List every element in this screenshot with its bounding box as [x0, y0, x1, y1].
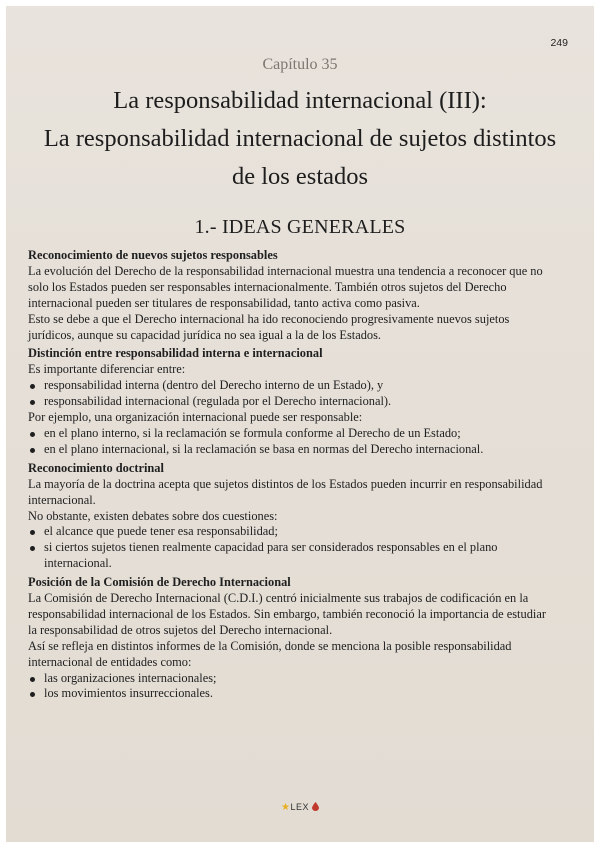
list-item: en el plano interno, si la reclamación se formula conforme al Derecho de un Estado; [28, 426, 548, 442]
list-item: las organizaciones internacionales; [28, 671, 548, 687]
section-heading: Reconocimiento de nuevos sujetos responsables [28, 248, 278, 262]
bullet-list [28, 671, 548, 703]
page-number: 249 [550, 37, 568, 49]
content-body [28, 246, 548, 705]
paragraph: No obstante, existen debates sobre dos cuestiones: [28, 508, 278, 523]
paragraph: Así se refleja en distintos informes de la Comisión, donde se menciona la posible responsabilidad internacional de entidades como: [28, 638, 512, 669]
paragraph: Esto se debe a que el Derecho internacional ha ido reconociendo progresivamente nuevos sujetos jurídicos, aunque su capacidad jurídica no sea igual a la de los Estados. [28, 311, 510, 342]
list-item: en el plano internacional, si la reclamación se basa en normas del Derecho internacional. [28, 442, 548, 458]
section-block [28, 461, 548, 572]
logo-text: LEX [290, 802, 309, 812]
drop-icon [312, 802, 319, 811]
page-title [6, 82, 594, 196]
section-heading: Distinción entre responsabilidad interna e internacional [28, 346, 323, 361]
list-item: el alcance que puede tener esa responsabilidad; [28, 524, 548, 540]
section-block [28, 248, 548, 343]
footer-logo [6, 802, 594, 813]
document-page [6, 6, 594, 842]
title-line: La responsabilidad internacional (III): [113, 87, 487, 114]
paragraph: La evolución del Derecho de la responsabilidad internacional muestra una tendencia a reconocer que no solo los Estados pueden ser responsables internacionalmente. También otros sujetos del Derecho internacional pueden ser titulares de responsabilidad, tanto activa como pasiva. [28, 263, 543, 310]
section-heading: Reconocimiento doctrinal [28, 460, 164, 475]
paragraph: Por ejemplo, una organización internacional puede ser responsable: [28, 410, 363, 425]
list-item: responsabilidad internacional (regulada por el Derecho internacional). [28, 394, 548, 410]
title-line: de los estados [231, 163, 369, 190]
section-title: 1.- IDEAS GENERALES [194, 216, 406, 238]
bullet-list [28, 378, 548, 410]
paragraph: Es importante diferenciar entre: [28, 362, 186, 377]
bullet-list [28, 426, 548, 458]
section-block [28, 346, 548, 457]
section-heading: Posición de la Comisión de Derecho Internacional [28, 575, 291, 590]
list-item: si ciertos sujetos tienen realmente capacidad para ser considerados responsables en el plano internacional. [28, 540, 548, 572]
section-block [28, 575, 548, 702]
star-icon: ★ [281, 802, 291, 813]
bullet-list [28, 524, 548, 572]
list-item: responsabilidad interna (dentro del Derecho interno de un Estado), y [28, 378, 548, 394]
list-item: los movimientos insurreccionales. [28, 686, 548, 702]
chapter-label: Capítulo 35 [262, 56, 338, 73]
paragraph: La mayoría de la doctrina acepta que sujetos distintos de los Estados pueden incurrir en responsabilidad internacional. [28, 476, 543, 507]
title-line: La responsabilidad internacional de sujetos distintos [43, 125, 557, 152]
paragraph: La Comisión de Derecho Internacional (C.D.I.) centró inicialmente sus trabajos de codificación en la responsabilidad internacional de los Estados. Sin embargo, también reconoció la importancia de estudiar la responsabilidad de otros sujetos del Derecho internacional. [28, 591, 546, 637]
